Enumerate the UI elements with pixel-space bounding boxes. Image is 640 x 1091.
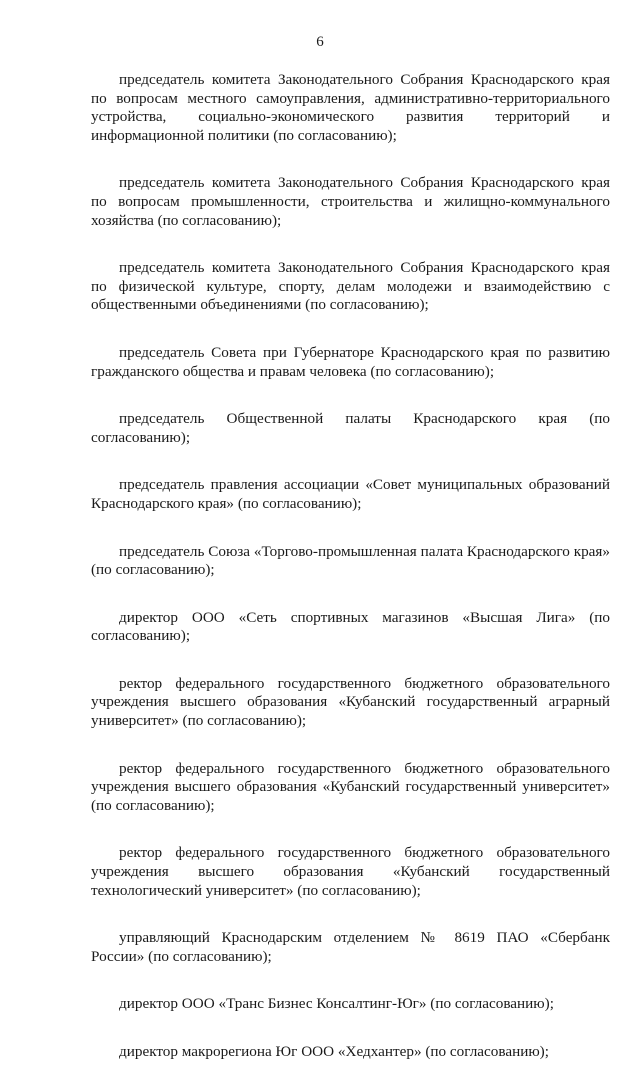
- member-entry: председатель Совета при Губернаторе Краснодарского края по развитию гражданского общества и правам человека (по согласованию);: [91, 343, 610, 380]
- member-entry: председатель Общественной палаты Краснодарского края (по согласованию);: [91, 410, 610, 446]
- member-entry: ректор федерального государственного бюджетного образовательного учреждения высшего образования «Кубанский государственный технологический университет» (по согласованию);: [91, 844, 610, 899]
- member-entry: председатель комитета Законодательного Собрания Краснодарского края по вопросам промышленности, строительства и жилищно-коммунального хозяйства (по согласованию);: [91, 174, 610, 229]
- member-entry: ректор федерального государственного бюджетного образовательного учреждения высшего образования «Кубанский государственный университет» (по согласованию);: [91, 759, 610, 814]
- member-entry: председатель комитета Законодательного Собрания Краснодарского края по вопросам местного самоуправления, административно-территориального устройства, социально-экономического развития территорий и информационной политики (по согласованию);: [91, 71, 610, 144]
- member-entry: ректор федерального государственного бюджетного образовательного учреждения высшего образования «Кубанский государственный аграрный университет» (по согласованию);: [91, 674, 610, 730]
- member-entry: директор ООО «Сеть спортивных магазинов «Высшая Лига» (по согласованию);: [91, 608, 610, 645]
- document-body: [91, 71, 610, 1091]
- member-entry: председатель комитета Законодательного Собрания Краснодарского края по физической культуре, спорту, делам молодежи и взаимодействию с общественными объединениями (по согласованию);: [91, 259, 610, 314]
- member-entry: председатель Союза «Торгово-промышленная палата Краснодарского края» (по согласованию);: [91, 542, 610, 579]
- page-number: 6: [316, 34, 324, 50]
- member-entry: директор макрорегиона Юг ООО «Хедхантер» (по согласованию);: [119, 1043, 549, 1060]
- member-entry: председатель правления ассоциации «Совет муниципальных образований Краснодарского края» (по согласованию);: [91, 476, 610, 512]
- member-entry: управляющий Краснодарским отделением № 8619 ПАО «Сбербанк России» (по согласованию);: [91, 929, 610, 965]
- member-entry: директор ООО «Транс Бизнес Консалтинг-Юг» (по согласованию);: [119, 995, 554, 1013]
